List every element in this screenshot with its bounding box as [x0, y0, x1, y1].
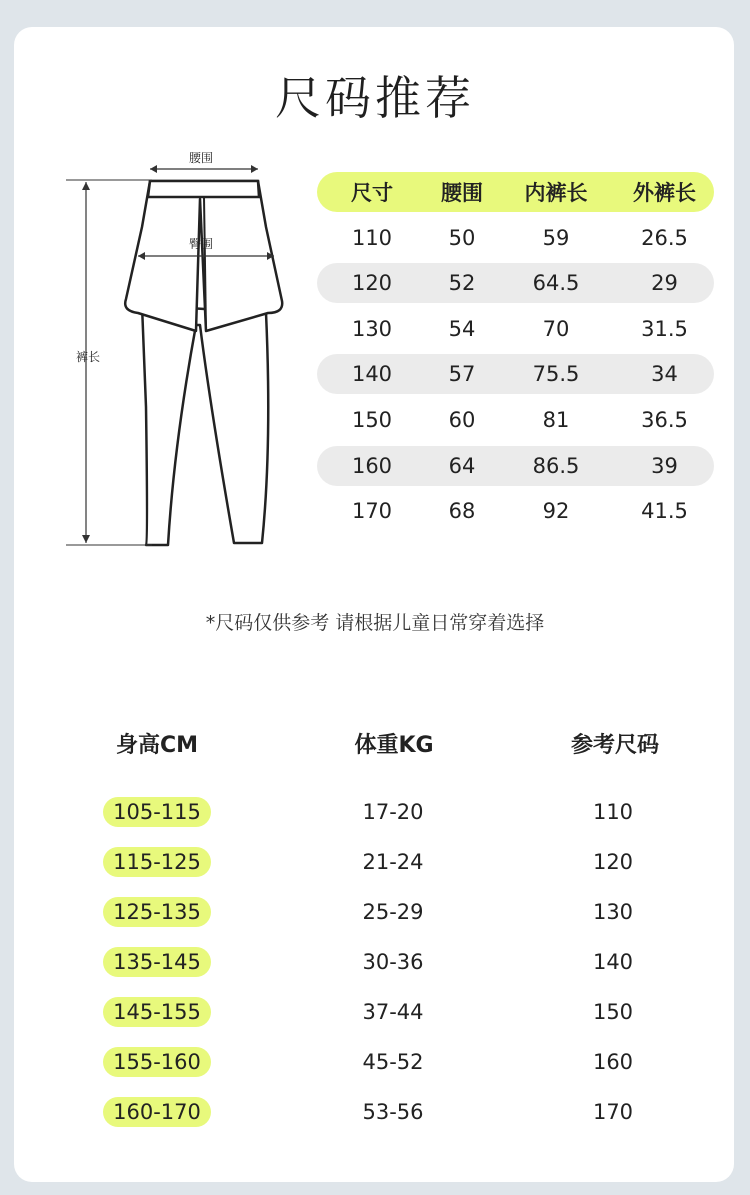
height-range-pill: 145-155 [103, 997, 211, 1027]
weight-value: 53-56 [362, 1100, 424, 1124]
hip-label: 臀围 [189, 237, 214, 251]
header-outer-length: 外裤长 [633, 181, 696, 205]
waist-cell: 68 [448, 499, 476, 524]
header-height: 身高CM [115, 733, 199, 758]
list-item [0, 1047, 750, 1077]
outer-length-cell: 36.5 [641, 407, 688, 432]
waist-label: 腰围 [189, 151, 214, 165]
size-note: *尺码仅供参考 请根据儿童日常穿着选择 [205, 612, 545, 634]
table-row [317, 446, 714, 486]
height-range-pill: 115-125 [103, 847, 211, 877]
list-item [0, 847, 750, 877]
inner-length-cell: 75.5 [532, 362, 580, 387]
header-waist: 腰围 [441, 181, 483, 205]
inner-length-cell: 92 [542, 499, 570, 524]
weight-value: 21-24 [362, 850, 424, 874]
table-row [317, 309, 714, 349]
size-cell: 170 [351, 499, 393, 524]
list-item [0, 797, 750, 827]
height-range-pill: 105-115 [103, 797, 211, 827]
ref-size-value: 170 [592, 1100, 634, 1124]
header-inner-length: 内裤长 [524, 181, 588, 205]
inner-length-cell: 81 [542, 407, 570, 432]
header-ref-size: 参考尺码 [570, 733, 659, 758]
table-row [317, 218, 714, 258]
weight-value: 37-44 [362, 1000, 424, 1024]
list-item [0, 997, 750, 1027]
waist-cell: 54 [448, 316, 476, 341]
outer-length-cell: 41.5 [641, 499, 688, 524]
size-table [317, 172, 714, 537]
inner-length-cell: 59 [542, 225, 570, 250]
ref-size-value: 130 [592, 900, 634, 924]
outer-length-cell: 29 [651, 271, 678, 296]
outer-length-cell: 31.5 [641, 316, 688, 341]
outer-length-cell: 39 [651, 453, 678, 478]
header-size: 尺寸 [351, 181, 393, 205]
inner-length-cell: 86.5 [532, 453, 580, 478]
size-cell: 110 [351, 225, 393, 250]
waist-cell: 57 [448, 362, 476, 387]
size-cell: 120 [351, 271, 393, 296]
inner-length-cell: 64.5 [532, 271, 580, 296]
pants-diagram [60, 145, 310, 555]
height-range-pill: 135-145 [103, 947, 211, 977]
weight-value: 45-52 [362, 1050, 424, 1074]
ref-size-value: 160 [592, 1050, 634, 1074]
height-range-pill: 125-135 [103, 897, 211, 927]
page-title: 尺码推荐 [275, 71, 475, 125]
waist-cell: 52 [448, 271, 476, 296]
waist-cell: 64 [448, 453, 476, 478]
ref-size-value: 110 [592, 800, 634, 824]
table-row [317, 400, 714, 440]
weight-value: 17-20 [362, 800, 424, 824]
list-item [0, 897, 750, 927]
list-item [0, 947, 750, 977]
weight-value: 25-29 [362, 900, 424, 924]
table-row [317, 263, 714, 303]
length-label: 裤长 [76, 350, 101, 364]
table-row [317, 491, 714, 531]
inner-length-cell: 70 [542, 316, 570, 341]
waist-cell: 50 [448, 225, 476, 250]
weight-value: 30-36 [362, 950, 424, 974]
outer-length-cell: 26.5 [641, 225, 688, 250]
header-weight: 体重KG [354, 733, 434, 758]
height-range-pill: 160-170 [103, 1097, 211, 1127]
size-cell: 130 [351, 316, 393, 341]
height-range-pill: 155-160 [103, 1047, 211, 1077]
ref-size-value: 150 [592, 1000, 634, 1024]
ref-size-value: 140 [592, 950, 634, 974]
size-cell: 140 [351, 362, 393, 387]
ref-size-value: 120 [592, 850, 634, 874]
outer-length-cell: 34 [651, 362, 678, 387]
size-table-header [317, 172, 714, 212]
size-cell: 160 [351, 453, 393, 478]
waist-cell: 60 [448, 407, 476, 432]
size-cell: 150 [351, 407, 393, 432]
table-row [317, 354, 714, 394]
list-item [0, 1097, 750, 1127]
